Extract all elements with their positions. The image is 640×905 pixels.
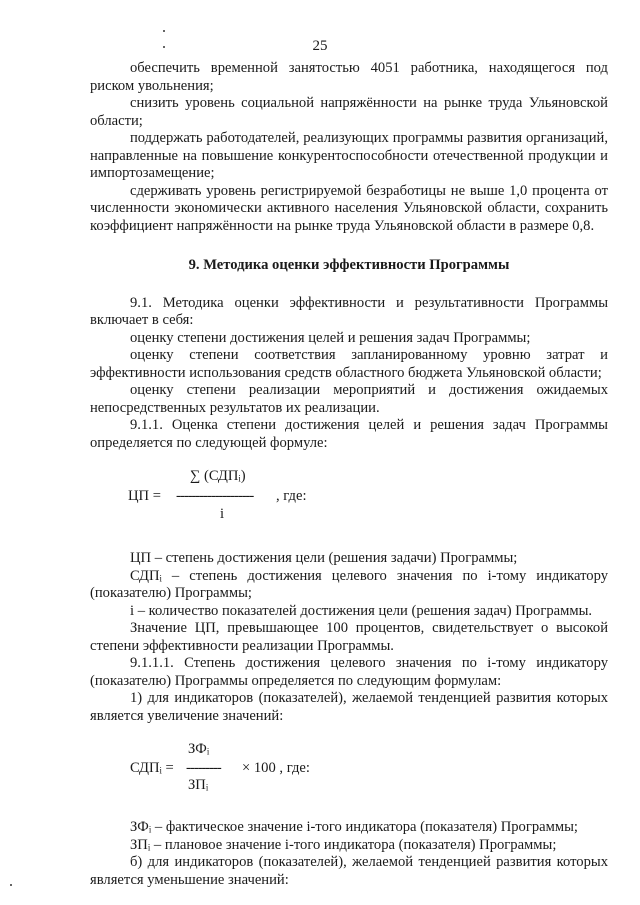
formula-numerator: ЗФᵢ [188, 741, 210, 757]
paragraph: оценку степени реализации мероприятий и достижения ожидаемых непосредственных результатов их реализации. [90, 382, 608, 416]
scan-speck [163, 46, 165, 48]
paragraph: ЗФᵢ – фактическое значение i-того индикатора (показателя) Программы; [130, 819, 578, 835]
formula-tail: × 100 , где: [242, 760, 310, 776]
paragraph: 9.1.1.1. Степень достижения целевого значения по i-тому индикатору (показателю) Программы определяется по следующим формулам: [90, 655, 608, 689]
formula-fraction-line: --------- [186, 760, 221, 776]
formula-denominator: ЗПᵢ [188, 777, 209, 793]
scan-speck [163, 30, 165, 32]
scan-speck [10, 884, 12, 886]
paragraph: снизить уровень социальной напряжённости на рынке труда Ульяновской области; [90, 95, 608, 129]
paragraph: ЗПᵢ – плановое значение i-того индикатора (показателя) Программы; [130, 836, 557, 853]
paragraph: поддержать работодателей, реализующих программы развития организаций, направленные на повышение конкурентоспособности отечественной продукции и импортозамещение; [90, 130, 608, 181]
paragraph: обеспечить временной занятостью 4051 работника, находящегося под риском увольнения; [90, 60, 608, 94]
formula-tail: , где: [276, 488, 307, 504]
paragraph: i – количество показателей достижения цели (решения задач) Программы. [130, 602, 593, 619]
paragraph: Значение ЦП, превышающее 100 процентов, свидетельствует о высокой степени эффективности реализации Программы. [90, 620, 608, 654]
formula-denominator: i [220, 506, 225, 522]
paragraph: сдерживать уровень регистрируемой безработицы не выше 1,0 процента от численности экономически активного населения Ульяновской области, сохранить коэффициент напряжённости на рынке труда Ульяновской области в размере 0,8. [90, 182, 608, 234]
section-heading: 9. Методика оценки эффективности Программы [188, 257, 510, 273]
formula-lhs: ЦП = [128, 488, 161, 504]
paragraph: б) для индикаторов (показателей), желаемой тенденцией развития которых является уменьшение значений: [90, 854, 608, 888]
paragraph: 1) для индикаторов (показателей), желаемой тенденцией развития которых является увеличение значений: [90, 690, 608, 724]
paragraph: СДПᵢ – степень достижения целевого значения по i-тому индикатору (показателю) Программы; [90, 567, 608, 601]
formula-numerator: ∑ (СДПᵢ) [190, 468, 246, 484]
formula-cp [90, 468, 608, 530]
paragraph: оценку степени соответствия запланированному уровню затрат и эффективности использования средств областного бюджета Ульяновской области; [90, 347, 608, 381]
formula-lhs: СДПᵢ = [130, 760, 174, 776]
page-number: 25 [312, 38, 328, 54]
paragraph: 9.1. Методика оценки эффективности и результативности Программы включает в себя: [90, 294, 608, 328]
document-body [90, 60, 608, 889]
paragraph: ЦП – степень достижения цели (решения задачи) Программы; [130, 550, 518, 566]
formula-fraction-line: -------------------- [176, 488, 254, 504]
formula-sdp [90, 741, 608, 797]
paragraph: 9.1.1. Оценка степени достижения целей и решения задач Программы определяется по следующей формуле: [90, 417, 608, 451]
paragraph: оценку степени достижения целей и решения задач Программы; [130, 329, 531, 346]
